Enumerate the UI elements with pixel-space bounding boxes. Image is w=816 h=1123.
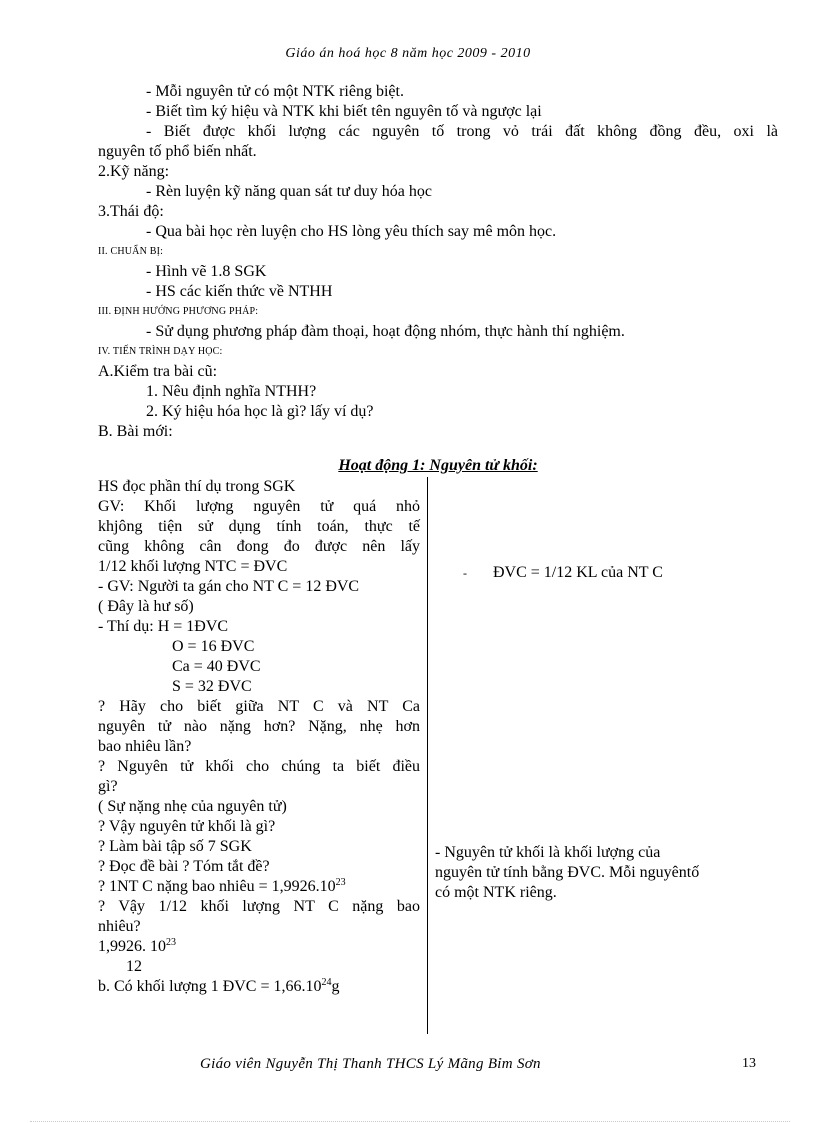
- left-line: [98, 977, 420, 997]
- dash-marker: -: [463, 566, 467, 580]
- exponent: 24: [321, 977, 332, 988]
- formula-text: b. Có khối lượng 1 ĐVC = 1,66.10: [98, 978, 322, 995]
- left-line: gì?: [98, 778, 118, 795]
- left-line: S = 32 ĐVC: [172, 678, 252, 695]
- left-line: - GV: Người ta gán cho NT C = 12 ĐVC: [98, 578, 360, 595]
- formula-text: 1,9926. 10: [98, 938, 166, 955]
- exponent: 23: [335, 877, 346, 888]
- objective-line: - Rèn luyện kỹ năng quan sát tư duy hóa học: [146, 183, 432, 200]
- activity-title: Hoạt động 1: Nguyên tử khối:: [338, 457, 538, 474]
- page-header: Giáo án hoá học 8 năm học 2009 - 2010: [285, 46, 531, 61]
- left-line: Ca = 40 ĐVC: [172, 658, 261, 675]
- unit-text: g: [331, 978, 340, 995]
- objective-line: - Mỗi nguyên tử có một NTK riêng biệt.: [146, 83, 404, 100]
- left-line: ? Nguyên tử khối cho chúng ta biết điều: [98, 758, 420, 775]
- right-line: nguyên tử tính bằng ĐVC. Mỗi nguyêntố: [435, 864, 700, 881]
- objective-line: nguyên tố phổ biến nhất.: [98, 143, 257, 160]
- left-line: 1/12 khối lượng NTC = ĐVC: [98, 558, 288, 575]
- exponent: 23: [166, 937, 176, 948]
- objective-line: - Biết được khối lượng các nguyên tố trong vỏ trái đất không đồng đều, oxi là: [146, 123, 778, 140]
- left-line: khjông tiện sử dụng tính toán, thực tế: [98, 518, 420, 535]
- dvc-note: [435, 563, 757, 583]
- section-heading: 3.Thái độ:: [98, 203, 164, 220]
- left-line: - Thí dụ: H = 1ĐVC: [98, 618, 229, 635]
- right-line: - Nguyên tử khối là khối lượng của: [435, 844, 661, 861]
- left-line: ? Làm bài tập số 7 SGK: [98, 838, 252, 855]
- left-line: ( Sự nặng nhẹ của nguyên tử): [98, 798, 287, 815]
- left-line: GV: Khối lượng nguyên tử quá nhỏ: [98, 498, 420, 515]
- objective-line: - Qua bài học rèn luyện cho HS lòng yêu thích say mê môn học.: [146, 223, 557, 240]
- section-heading: II. CHUẨN BỊ:: [98, 246, 164, 257]
- left-line: ? Vậy 1/12 khối lượng NT C nặng bao: [98, 898, 420, 915]
- method-line: - Sử dụng phương pháp đàm thoại, hoạt động nhóm, thực hành thí nghiệm.: [146, 323, 625, 340]
- section-heading: 2.Kỹ năng:: [98, 163, 170, 180]
- lesson-body: [98, 82, 778, 442]
- page-number: 13: [742, 1056, 756, 1071]
- left-line: O = 16 ĐVC: [172, 638, 255, 655]
- formula-text: ? 1NT C nặng bao nhiêu = 1,9926.10: [98, 878, 336, 895]
- column-divider: [427, 477, 428, 1034]
- page-edge-divider: [30, 1121, 790, 1122]
- dvc-definition: ĐVC = 1/12 KL của NT C: [493, 564, 663, 581]
- left-line: [98, 937, 420, 957]
- left-line: HS đọc phần thí dụ trong SGK: [98, 478, 296, 495]
- prep-line: - HS các kiến thức về NTHH: [146, 283, 333, 300]
- teacher-column: [98, 477, 420, 997]
- section-heading: IV. TIẾN TRÌNH DẠY HỌC:: [98, 346, 223, 357]
- left-line: 12: [126, 958, 142, 975]
- dvc-line: [435, 563, 757, 583]
- section-heading: A.Kiểm tra bài cũ:: [98, 363, 218, 380]
- objective-line: - Biết tìm ký hiệu và NTK khi biết tên nguyên tố và ngược lại: [146, 103, 542, 120]
- question-line: 2. Ký hiệu hóa học là gì? lấy ví dụ?: [146, 403, 374, 420]
- left-line: nguyên tử nào nặng hơn? Nặng, nhẹ hơn: [98, 718, 420, 735]
- section-heading: B. Bài mới:: [98, 423, 173, 440]
- left-line: ? Hãy cho biết giữa NT C và NT Ca: [98, 698, 420, 715]
- right-line: có một NTK riêng.: [435, 884, 557, 901]
- left-line: cũng không cân đong đo được nên lấy: [98, 538, 420, 555]
- left-line: [98, 877, 420, 897]
- page-footer: Giáo viên Nguyễn Thị Thanh THCS Lý Mãng Bỉm Sơn: [200, 1056, 541, 1072]
- left-line: nhiêu?: [98, 918, 141, 935]
- left-line: bao nhiêu lần?: [98, 738, 192, 755]
- left-line: ? Đọc đề bài ? Tóm tắt đề?: [98, 858, 270, 875]
- left-line: ? Vậy nguyên tử khối là gì?: [98, 818, 276, 835]
- left-line: ( Đây là hư số): [98, 598, 194, 615]
- ntk-definition: [435, 843, 757, 903]
- question-line: 1. Nêu định nghĩa NTHH?: [146, 383, 317, 400]
- prep-line: - Hình vẽ 1.8 SGK: [146, 263, 267, 280]
- section-heading: III. ĐỊNH HƯỚNG PHƯƠNG PHÁP:: [98, 306, 259, 317]
